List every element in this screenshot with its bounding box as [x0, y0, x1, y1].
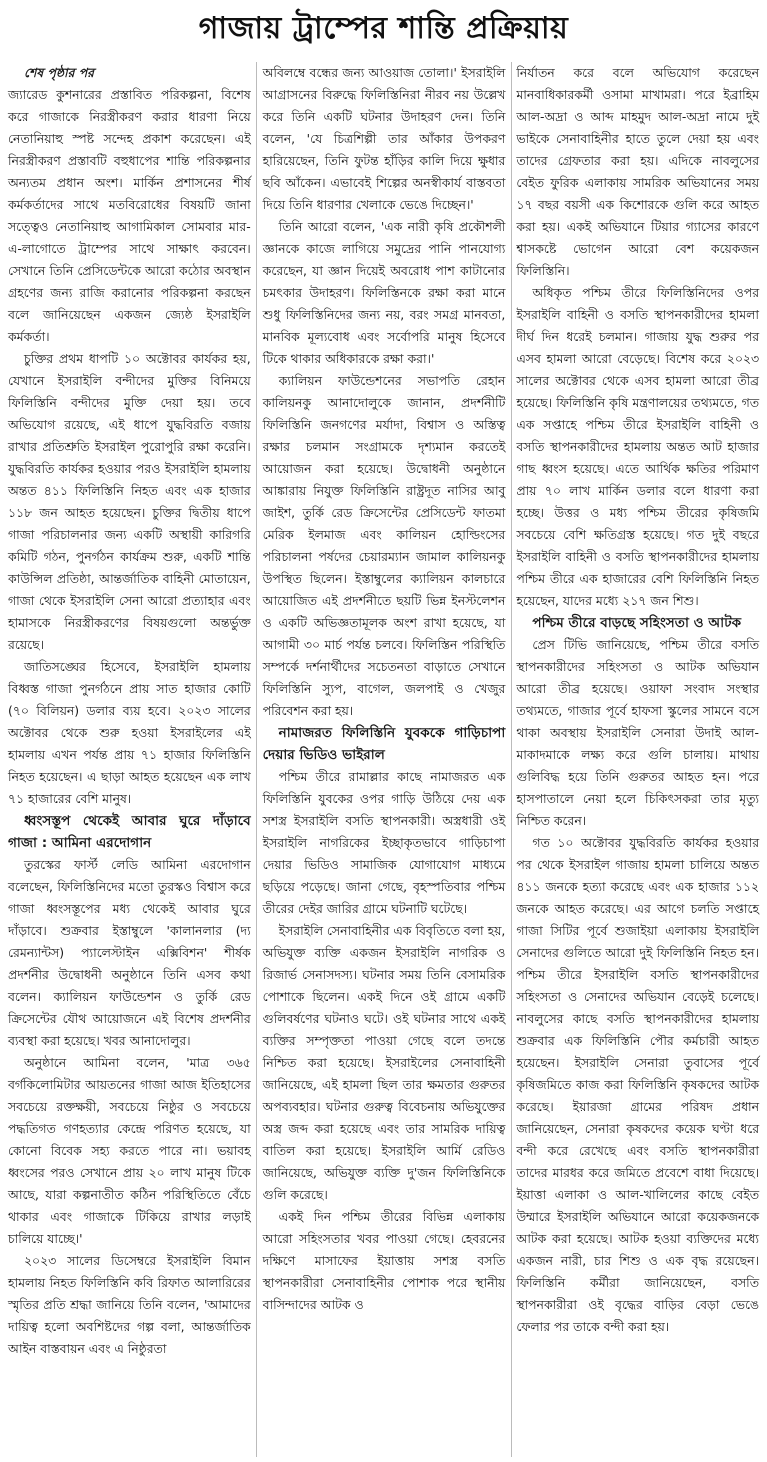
- headline: গাজায় ট্রাম্পের শান্তি প্রক্রিয়ায়: [198, 11, 569, 46]
- subheading: নামাজরত ফিলিস্তিনি যুবককে গাড়িচাপা দেয়ার ভিডিও ভাইরাল: [262, 725, 506, 763]
- paragraph: ইসরাইলি সেনাবাহিনীর এক বিবৃতিতে বলা হয়, অভিযুক্ত ব্যক্তি একজন ইসরাইলি নাগরিক ও রিজার্ভ সেনাসদস্য। ঘটনার সময় তিনি বেসামরিক পোশাকে ছিলেন। একই দিনে ওই গ্রামে একটি গুলিবর্ষণের ঘটনাও ঘটে। ওই ঘটনার সাথে একই ব্যক্তির সম্পৃক্ততা পাওয়া গেছে বলে তদন্তে নিশ্চিত করা হয়েছে। ইসরাইলের সেনাবাহিনী জানিয়েছে, এই হামলা ছিল তার ক্ষমতার গুরুতর অপব্যবহার। ঘটনার গুরুত্ব বিবেচনায় অভিযুক্তের অস্ত্র জব্দ করা হয়েছে এবং তার সামরিক দায়িত্ব বাতিল করা হয়েছে। ইসরাইলি আর্মি রেডিও জানিয়েছে, অভিযুক্ত ব্যক্তি দু'জন ফিলিস্তিনিকে গুলি করেছে।: [262, 923, 506, 1202]
- paragraph: পশ্চিম তীরে রামাল্লার কাছে নামাজরত এক ফিলিস্তিনি যুবকের ওপর গাড়ি উঠিয়ে দেয় এক সশস্ত্র ইসরাইলি বসতি স্থাপনকারী। অস্ত্রধারী ওই ইসরাইলি নাগরিকের ইচ্ছাকৃতভাবে গাড়িচাপা দেয়ার ভিডিও সামাজিক যোগাযোগ মাধ্যমে ছড়িয়ে পড়েছে। জানা গেছে, বৃহস্পতিবার পশ্চিম তীরের দেইর জারির গ্রামে ঘটনাটি ঘটেছে।: [262, 769, 506, 916]
- paragraph: ২০২৩ সালের ডিসেম্বরে ইসরাইলি বিমান হামলায় নিহত ফিলিস্তিনি কবি রিফাত আলারিরের স্মৃতির প্রতি শ্রদ্ধা জানিয়ে তিনি বলেন, 'আমাদের দায়িত্ব হলো অবশিষ্টদের গল্প বলা, আন্তর্জাতিক আইন বাস্তবায়ন এবং এ নিষ্ঠুরতা: [8, 1253, 251, 1356]
- paragraph: তুরস্কের ফার্স্ট লেডি আমিনা এরদোগান বলেছেন, ফিলিস্তিনিদের মতো তুরস্কও বিশ্বাস করে গাজা ধ্বংসস্তূপের মধ্য থেকেই আবার ঘুরে দাঁড়াবে। শুক্রবার ইস্তাম্বুলে 'কালানলার (দ্য রেমন্যান্টস) প্যালেস্টাইন এক্সিবিশন' শীর্ষক প্রদর্শনীর উদ্বোধনী অনুষ্ঠানে তিনি এসব কথা বলেন। ক্যালিয়ন ফাউন্ডেশন ও তুর্কি রেড ক্রিসেন্টের যৌথ আয়োজনে এই বিশেষ প্রদর্শনীর ব্যবস্থা করা হয়েছে। খবর আনাদোলুর।: [8, 857, 251, 1048]
- subheading: পশ্চিম তীরে বাড়ছে সহিংসতা ও আটক: [532, 615, 742, 631]
- paragraph: গত ১০ অক্টোবর যুদ্ধবিরতি কার্যকর হওয়ার পর থেকে ইসরাইল গাজায় হামলা চালিয়ে অন্তত ৪১১ জনকে হত্যা করেছে এবং এক হাজার ১১২ জনকে আহত করেছে। এর আগে চলতি সপ্তাহে গাজা সিটির পূর্বে শুজাইয়া এলাকায় ইসরাইলি সেনাদের গুলিতে আরো দুই ফিলিস্তিনি নিহত হন। পশ্চিম তীরে ইসরাইলি বসতি স্থাপনকারীদের সহিংসতা ও সেনাদের অভিযান বেড়েই চলেছে। নাবলুসের কাছে বসতি স্থাপনকারীদের হামলায় শুক্রবার এক ফিলিস্তিনি পৌর কর্মচারী আহত হয়েছেন। ইসরাইলি সেনারা তুবাসের পূর্বে কৃষিজমিতে কাজ করা ফিলিস্তিনি কৃষকদের আটক করেছে। ইয়ারজা গ্রামের পরিষদ প্রধান জানিয়েছেন, সেনারা কৃষকদের কয়েক ঘণ্টা ধরে বন্দী করে রেখেছে এবং বসতি স্থাপনকারীরা তাদের মারধর করে জমিতে প্রবেশে বাধা দিয়েছে। ইয়াত্তা এলাকা ও আল-খালিলের কাছে বেইত উম্মারে ইসরাইলি অভিযানে আরো কয়েকজনকে আটক করা হয়েছে। আটক হওয়া ব্যক্তিদের মধ্যে একজন নারী, চার শিশু ও এক বৃদ্ধ রয়েছেন। ফিলিস্তিনি কর্মীরা জানিয়েছেন, বসতি স্থাপনকারীরা ওই বৃদ্ধের বাড়ির বেড়া ভেঙে ফেলার পর তাকে বন্দী করা হয়।: [516, 835, 760, 1334]
- paragraph: নির্যাতন করে বলে অভিযোগ করেছেন মানবাধিকারকর্মী ওসামা মাখামরা। পরে ইব্রাহিম আল-অদ্রা ও আব্দ মাহমুদ আল-অদ্রা নামে দুই ভাইকে সেনাবাহিনীর হাতে তুলে দেয়া হয় এবং তাদের গ্রেফতার করা হয়। এদিকে নাবলুসের বেইত ফুরিক এলাকায় সামরিক অভিযানের সময় ১৭ বছর বয়সী এক কিশোরকে গুলি করে আহত করা হয়। একই অভিযানে টিয়ার গ্যাসের কারণে শ্বাসকষ্টে ভোগেন আরো বেশ কয়েকজন ফিলিস্তিনি।: [516, 65, 760, 278]
- paragraph: একই দিন পশ্চিম তীরের বিভিন্ন এলাকায় আরো সহিংসতার খবর পাওয়া গেছে। হেবরনের দক্ষিণে মাসাফের ইয়াত্তায় সশস্ত্র বসতি স্থাপনকারীরা সেনাবাহিনীর পোশাক পরে স্থানীয় বাসিন্দাদের আটক ও: [262, 1209, 506, 1312]
- paragraph: অবিলম্বে বন্ধের জন্য আওয়াজ তোলা।' ইসরাইলি আগ্রাসনের বিরুদ্ধে ফিলিস্তিনিরা নীরব নয় উল্লেখ করে তিনি একটি ঘটনার উদাহরণ দেন। তিনি বলেন, 'যে চিত্রশিল্পী তার আঁকার উপকরণ হারিয়েছেন, তিনি ফুটন্ত হাঁড়ির কালি দিয়ে ক্ষুধার ছবি আঁকেন। এভাবেই শিল্পের অনস্বীকার্য বাস্তবতা দিয়ে তিনি ধারণার খেলাকে ভেঙে দিচ্ছেন।': [262, 65, 506, 212]
- subheading: ধ্বংসস্তূপ থেকেই আবার ঘুরে দাঁড়াবে গাজা : আমিনা এরদোগান: [8, 813, 251, 851]
- column-2: [256, 62, 513, 1457]
- paragraph: জাতিসঙ্ঘের হিসেবে, ইসরাইলি হামলায় বিধ্বস্ত গাজা পুনর্গঠনে প্রায় সাত হাজার কোটি (৭০ বিলিয়ন) ডলার ব্যয় হবে। ২০২৩ সালের অক্টোবর থেকে শুরু হওয়া ইসরাইলের এই হামলায় এখন পর্যন্ত প্রায় ৭১ হাজার ফিলিস্তিনি নিহত হয়েছেন। এ ছাড়া আহত হয়েছেন এক লাখ ৭১ হাজারের বেশি মানুষ।: [8, 659, 251, 806]
- paragraph: অধিকৃত পশ্চিম তীরে ফিলিস্তিনিদের ওপর ইসরাইলি বাহিনী ও বসতি স্থাপনকারীদের হামলা দীর্ঘ দিন ধরেই চলমান। গাজায় যুদ্ধ শুরুর পর এসব হামলা আরো বেড়েছে। বিশেষ করে ২০২৩ সালের অক্টোবর থেকে এসব হামলা আরো তীব্র হয়েছে। ফিলিস্তিনি কৃষি মন্ত্রণালয়ের তথ্যমতে, গত এক সপ্তাহে পশ্চিম তীরে ইসরাইলি বাহিনী ও বসতি স্থাপনকারীদের হামলায় অন্তত আট হাজার গাছ ধ্বংস হয়েছে। এতে আর্থিক ক্ষতির পরিমাণ প্রায় ৭০ লাখ মার্কিন ডলার বলে ধারণা করা হচ্ছে। উত্তর ও মধ্য পশ্চিম তীরের কৃষিজমি সবচেয়ে বেশি ক্ষতিগ্রস্ত হয়েছে। গত দুই বছরে ইসরাইলি বাহিনী ও বসতি স্থাপনকারীদের হামলায় পশ্চিম তীরে এক হাজারের বেশি ফিলিস্তিনি নিহত হয়েছেন, যাদের মধ্যে ২১৭ জন শিশু।: [516, 285, 760, 608]
- paragraph: জ্যারেড কুশনারের প্রস্তাবিত পরিকল্পনা, বিশেষ করে গাজাকে নিরস্ত্রীকরণ করার ধারণা নিয়ে নেতানিয়াহু স্পষ্ট সন্দেহ প্রকাশ করেছেন। এই নিরস্ত্রীকরণ প্রস্তাবটি বহুধাপের শান্তি পরিকল্পনার অন্যতম প্রধান অংশ। মার্কিন প্রশাসনের শীর্ষ কর্মকর্তাদের সাথে মতবিরোধের বিষয়টি জানা সত্ত্বেও নেতানিয়াহু আগামিকাল সোমবার মার-এ-লাগোতে ট্রাম্পের সাথে সাক্ষাৎ করবেন। সেখানে তিনি প্রেসিডেন্টকে আরো কঠোর অবস্থান গ্রহণের জন্য রাজি করানোর পরিকল্পনা করছেন বলে জানিয়েছেন একজন জ্যেষ্ঠ ইসরাইলি কর্মকর্তা।: [8, 87, 251, 344]
- paragraph: ক্যালিয়ন ফাউন্ডেশনের সভাপতি রেহান কালিয়নকু আনাদোলুকে জানান, প্রদর্শনীটি ফিলিস্তিনি জনগণের মর্যাদা, বিশ্বাস ও অস্তিত্ব রক্ষার চলমান সংগ্রামকে দৃশ্যমান করতেই আয়োজন করা হয়েছে। উদ্বোধনী অনুষ্ঠানে আঙ্কারায় নিযুক্ত ফিলিস্তিনি রাষ্ট্রদূত নাসির আবু জাইশ, তুর্কি রেড ক্রিসেন্টের প্রেসিডেন্ট ফাতমা মেরিক ইলমাজ এবং কালিয়ন হোল্ডিংসের পরিচালনা পর্ষদের চেয়ারম্যান জামাল কালিয়নকু উপস্থিত ছিলেন। ইস্তাম্বুলের ক্যালিয়ন কালচারে আয়োজিত এই প্রদর্শনীতে ছয়টি ভিন্ন ইনস্টলেশন ও একটি অভিজ্ঞতামূলক অংশ রাখা হয়েছে, যা আগামী ৩০ মার্চ পর্যন্ত চলবে। ফিলিস্তিন পরিস্থিতি সম্পর্কে দর্শনার্থীদের সচেতনতা বাড়াতে সেখানে ফিলিস্তিনি স্যুপ, বাগেল, জলপাই ও খেজুর পরিবেশন করা হয়।: [262, 373, 506, 718]
- article-columns: [4, 62, 764, 1457]
- column-3: [512, 62, 764, 1457]
- paragraph: প্রেস টিভি জানিয়েছে, পশ্চিম তীরে বসতি স্থাপনকারীদের সহিংসতা ও আটক অভিযান আরো তীব্র হয়েছে। ওয়াফা সংবাদ সংস্থার তথ্যমতে, গাজার পূর্বে হাফসা স্কুলের সামনে বসে থাকা অবস্থায় ইসরাইলি সেনারা উদাই আল-মাকাদমাকে লক্ষ্য করে গুলি চালায়। মাথায় গুলিবিদ্ধ হয়ে তিনি গুরুতর আহত হন। পরে হাসপাতালে নেয়া হলে চিকিৎসকরা তার মৃত্যু নিশ্চিত করেন।: [516, 637, 760, 828]
- paragraph: চুক্তির প্রথম ধাপটি ১০ অক্টোবর কার্যকর হয়, যেখানে ইসরাইলি বন্দীদের মুক্তির বিনিময়ে ফিলিস্তিনি বন্দীদের মুক্তি দেয়া হয়। তবে অভিযোগ রয়েছে, এই ধাপে যুদ্ধবিরতি বজায় রাখার প্রতিশ্রুতি ইসরাইল পুরোপুরি রক্ষা করেনি। যুদ্ধবিরতি কার্যকর হওয়ার পরও ইসরাইলি হামলায় অন্তত ৪১১ ফিলিস্তিনি নিহত এবং এক হাজার ১১৮ জন আহত হয়েছেন। চুক্তির দ্বিতীয় ধাপে গাজা পরিচালনার জন্য একটি অস্থায়ী কারিগরি কমিটি গঠন, পুনর্গঠন কার্যক্রম শুরু, একটি শান্তি কাউন্সিল প্রতিষ্ঠা, আন্তর্জাতিক বাহিনী মোতায়েন, গাজা থেকে ইসরাইলি সেনা আরো প্রত্যাহার এবং হামাসকে নিরস্ত্রীকরণের বিষয়গুলো অন্তর্ভুক্ত রয়েছে।: [8, 351, 251, 652]
- column-1: [4, 62, 256, 1457]
- continued-from-label: শেষ পৃষ্ঠার পর: [24, 65, 94, 80]
- paragraph: তিনি আরো বলেন, 'এক নারী কৃষি প্রকৌশলী জ্ঞানকে কাজে লাগিয়ে সমুদ্রের পানি পানযোগ্য করেছেন, যা জ্ঞান দিয়েই অবরোধ পাশ কাটানোর চমৎকার উদাহরণ। ফিলিস্তিনকে রক্ষা করা মানে শুধু ফিলিস্তিনিদের জন্য নয়, বরং সমগ্র মানবতা, মানবিক মূল্যবোধ এবং সর্বোপরি মানুষ হিসেবে টিকে থাকার অধিকারকে রক্ষা করা।': [262, 219, 506, 366]
- paragraph: অনুষ্ঠানে আমিনা বলেন, 'মাত্র ৩৬৫ বর্গকিলোমিটার আয়তনের গাজা আজ ইতিহাসের সবচেয়ে রক্তক্ষয়ী, সবচেয়ে নিষ্ঠুর ও সবচেয়ে পদ্ধতিগত গণহত্যার কেন্দ্রে পরিণত হয়েছে, যা কোনো বিবেক সহ্য করতে পারে না। ভয়াবহ ধ্বংসের পরও সেখানে প্রায় ২০ লাখ মানুষ টিকে আছে, যারা কল্পনাতীত কঠিন পরিস্থিতিতে বেঁচে থাকার এবং গাজাকে টিকিয়ে রাখার লড়াই চালিয়ে যাচ্ছে।': [8, 1055, 251, 1246]
